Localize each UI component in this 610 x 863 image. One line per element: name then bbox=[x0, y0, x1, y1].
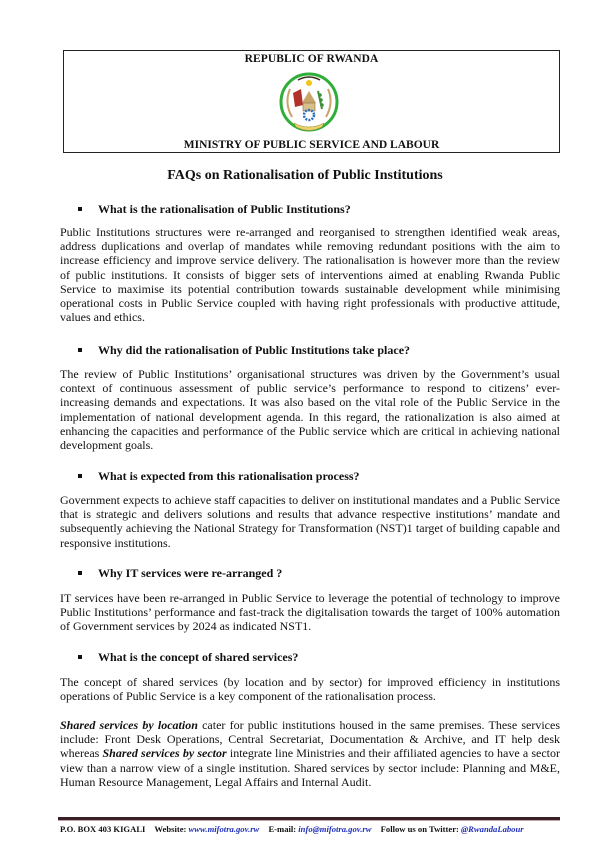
footer-email-label: E-mail: bbox=[268, 824, 299, 834]
faq-answer: IT services have been re-arranged in Public Service to leverage the potential of technology to improve Public Institutions’ performance and fast-track the digitalisation towards the target of 100% automation of Government services by 2024 as indicated NST1. bbox=[60, 591, 560, 634]
website-link[interactable]: www.mifotra.gov.rw bbox=[188, 824, 260, 834]
ministry-heading: MINISTRY OF PUBLIC SERVICE AND LABOUR bbox=[183, 139, 440, 151]
shared-services-paragraph bbox=[60, 718, 560, 789]
faq-answer: The concept of shared services (by location and by sector) for improved efficiency in institutions operations of Public Service is a key component of the rationalisation process. bbox=[60, 675, 560, 704]
faq-question bbox=[78, 202, 351, 217]
footer-divider bbox=[58, 817, 560, 821]
question-text: Why did the rationalisation of Public Institutions take place? bbox=[98, 343, 411, 357]
footer-contact bbox=[60, 824, 570, 834]
republic-heading: REPUBLIC OF RWANDA bbox=[244, 53, 379, 65]
letterhead-box bbox=[63, 50, 560, 153]
faq-answer: Public Institutions structures were re-arranged and reorganised to strengthen identified weak areas, address duplications and overlap of mandates while removing redundant positions with the aim to increase efficiency and improve service delivery. The rationalisation is however more than the review of public institutions. It consists of bigger sets of interventions aimed at enabling Rwanda Public Service to maximise its potential contribution towards sustainable development while minimising operational costs in Public Service coupled with having right professionals with productive attitude, values and ethics. bbox=[60, 225, 560, 325]
footer-website-label: Website: bbox=[154, 824, 189, 834]
shared-services-text-1: cater for public institutions housed in the same premises. These services include: Front Desk Operations, Central Secretariat, Documentation & Archive, and IT help desk whereas bbox=[60, 718, 560, 761]
question-text: What is expected from this rationalisation process? bbox=[98, 469, 360, 483]
bullet-icon bbox=[78, 348, 82, 352]
term-sector: Shared services by sector bbox=[102, 746, 227, 761]
bullet-icon bbox=[78, 571, 82, 575]
bullet-icon bbox=[78, 207, 82, 211]
bullet-icon bbox=[78, 474, 82, 478]
term-location: Shared services by location bbox=[60, 718, 198, 732]
question-text: Why IT services were re-arranged ? bbox=[98, 566, 283, 580]
footer-address: P.O. BOX 403 KIGALI bbox=[60, 824, 146, 834]
document-title: FAQs on Rationalisation of Public Institutions bbox=[167, 168, 443, 183]
faq-answer: Government expects to achieve staff capacities to deliver on institutional mandates and a Public Service that is strategic and delivers solutions and results that advance respective institutions’ mandate and subsequently achieving the National Strategy for Transformation (NST)1 target of building capable and responsive institutions. bbox=[60, 493, 560, 550]
coat-of-arms-seal-icon bbox=[276, 71, 342, 137]
bullet-icon bbox=[78, 655, 82, 659]
faq-question bbox=[78, 566, 282, 581]
footer-twitter-label: Follow us on Twitter: bbox=[380, 824, 462, 834]
question-text: What is the concept of shared services? bbox=[98, 650, 299, 664]
twitter-link[interactable]: @RwandaLabour bbox=[461, 824, 524, 834]
faq-question bbox=[78, 469, 360, 484]
shared-services-text-2: integrate line Ministries and their affiliated agencies to have a sector view than a narrow view of a single institution. Shared services by sector include: Planning and M&E, Human Resource Management, Legal Affairs and Internal Audit. bbox=[60, 746, 560, 789]
faq-question bbox=[78, 343, 410, 358]
faq-question bbox=[78, 650, 298, 665]
question-text: What is the rationalisation of Public Institutions? bbox=[98, 202, 351, 216]
email-link[interactable]: info@mifotra.gov.rw bbox=[298, 824, 372, 834]
faq-answer: The review of Public Institutions’ organisational structures was driven by the Government’s usual context of continuous assessment of public service’s performance to respond to citizens’ ever-increasing demands and expectations. It was also based on the vital role of the Public Service in the implementation of national development agenda. In this regard, the rationalization is also aimed at enhancing the capacities and performance of the Public service which are critical in achieving national development goals. bbox=[60, 367, 560, 453]
